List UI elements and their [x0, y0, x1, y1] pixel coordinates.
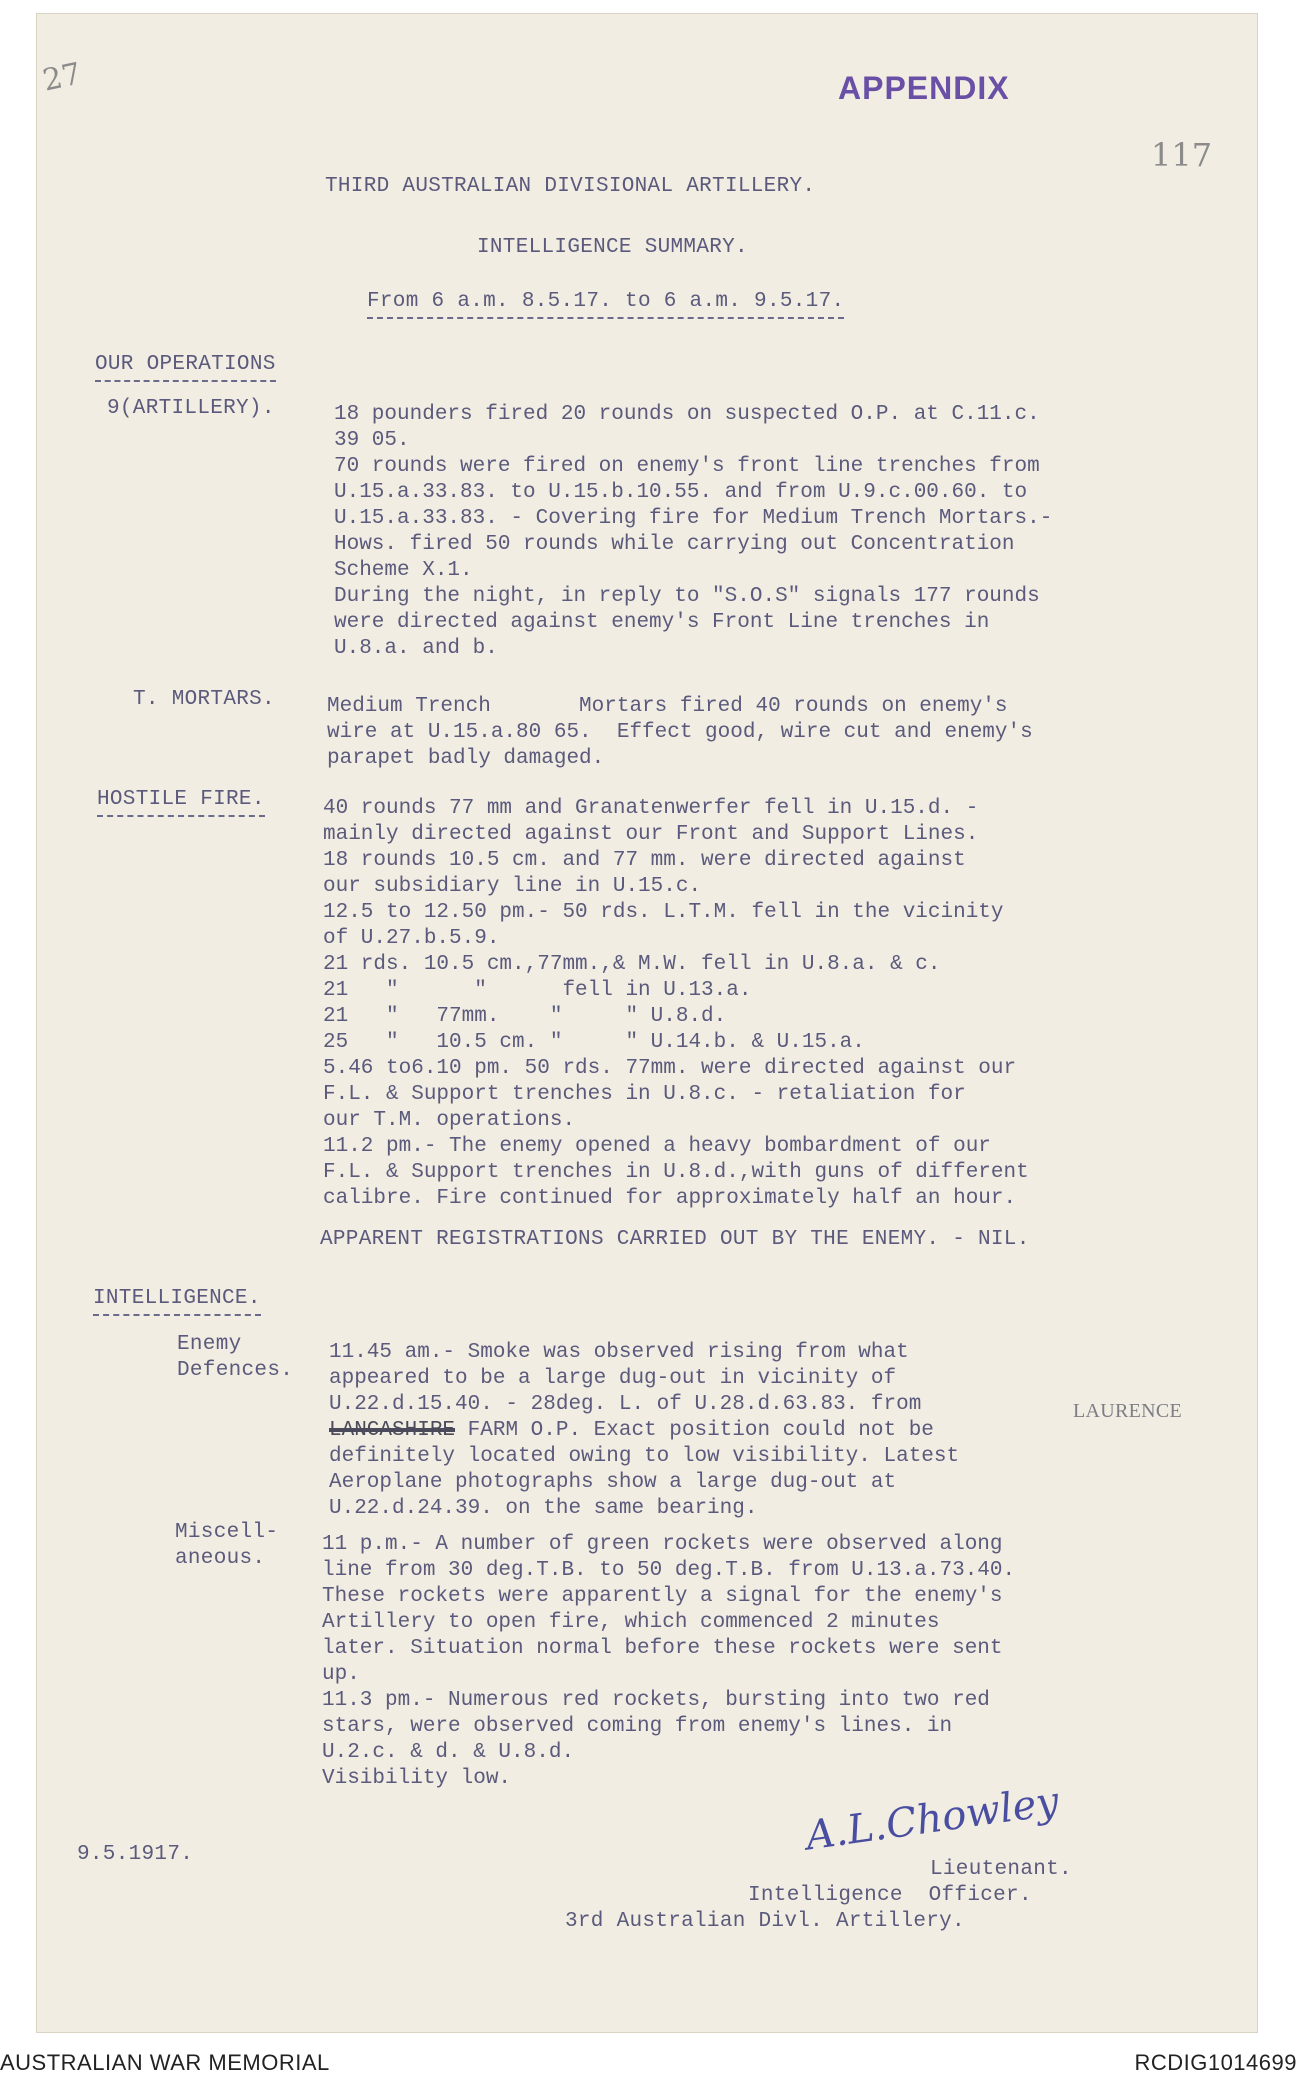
text-line: wire at U.15.a.80 65. Effect good, wire cut and enemy's — [327, 721, 1033, 744]
footer-record-id: RCDIG1014699 — [1134, 2050, 1297, 2075]
text-line: of U.27.b.5.9. — [323, 927, 500, 950]
text-line: U.15.a.33.83. to U.15.b.10.55. and from U.9.c.00.60. to — [334, 481, 1028, 504]
text-line: Visibility low. — [322, 1767, 512, 1790]
struck-word: LANCASHIRE — [329, 1419, 456, 1442]
text-line: U.22.d.24.39. on the same bearing. — [329, 1497, 758, 1520]
text-line: U.2.c. & d. & U.8.d. — [322, 1741, 575, 1764]
text-line — [329, 1418, 959, 1444]
text-line: Scheme X.1. — [334, 559, 473, 582]
text-fragment: FARM O.P. Exact position could not be — [455, 1419, 934, 1442]
text-line: stars, were observed coming from enemy's lines. in — [322, 1715, 953, 1738]
text-line: 70 rounds were fired on enemy's front line trenches from — [334, 455, 1040, 478]
document-date: 9.5.1917. — [77, 1843, 194, 1866]
text-line: 11.3 pm.- Numerous red rockets, bursting into two red — [322, 1689, 990, 1712]
text-line: 40 rounds 77 mm and Granatenwerfer fell in U.15.d. - — [323, 797, 979, 820]
signoff-role: Intelligence Officer. — [748, 1884, 1032, 1907]
document-title: THIRD AUSTRALIAN DIVISIONAL ARTILLERY. — [325, 175, 816, 198]
misc-label: aneous. — [175, 1547, 266, 1570]
text-line: These rockets were apparently a signal for the enemy's — [322, 1585, 1003, 1608]
text-line: U.22.d.15.40. - 28deg. L. of U.28.d.63.83. from — [329, 1393, 922, 1416]
enemy-defences-label: Defences. — [177, 1359, 294, 1382]
text-line: our subsidiary line in U.15.c. — [323, 875, 702, 898]
text-line: U.8.a. and b. — [334, 637, 498, 660]
hostile-fire-heading: HOSTILE FIRE. — [97, 787, 265, 817]
footer-archive-name: AUSTRALIAN WAR MEMORIAL — [0, 2050, 330, 2075]
text-line: definitely located owing to low visibility. Latest — [329, 1445, 960, 1468]
document-sheet — [37, 14, 1257, 2032]
text-line: 25 " 10.5 cm. " " U.14.b. & U.15.a. — [323, 1031, 865, 1054]
t-mortars-label: T. MORTARS. — [133, 688, 275, 711]
hostile-fire-text — [323, 796, 1029, 1212]
corner-pencil-mark: 27 — [39, 56, 85, 99]
registrations-line: APPARENT REGISTRATIONS CARRIED OUT BY THE ENEMY. - NIL. — [320, 1228, 1030, 1251]
artillery-label: 9(ARTILLERY). — [107, 397, 275, 420]
text-line: 18 rounds 10.5 cm. and 77 mm. were directed against — [323, 849, 966, 872]
text-line: mainly directed against our Front and Support Lines. — [323, 823, 979, 846]
text-line: F.L. & Support trenches in U.8.c. - retaliation for — [323, 1083, 966, 1106]
signoff-unit: 3rd Australian Divl. Artillery. — [565, 1910, 965, 1933]
text-line: During the night, in reply to "S.O.S" signals 177 rounds — [334, 585, 1040, 608]
text-line: 39 05. — [334, 429, 410, 452]
text-line: 21 rds. 10.5 cm.,77mm.,& M.W. fell in U.8.a. & c. — [323, 953, 941, 976]
text-line: parapet badly damaged. — [327, 747, 605, 770]
document-subtitle: INTELLIGENCE SUMMARY. — [477, 236, 748, 259]
text-line: our T.M. operations. — [323, 1109, 576, 1132]
text-line: 21 " 77mm. " " U.8.d. — [323, 1005, 727, 1028]
text-line: Medium Trench Mortars fired 40 rounds on enemy's — [327, 695, 1008, 718]
text-line: F.L. & Support trenches in U.8.d.,with guns of different — [323, 1161, 1029, 1184]
text-line: Hows. fired 50 rounds while carrying out Concentration — [334, 533, 1015, 556]
text-line: 11 p.m.- A number of green rockets were observed along — [322, 1533, 1003, 1556]
enemy-defences-label: Enemy — [177, 1333, 242, 1356]
text-line: 11.2 pm.- The enemy opened a heavy bombardment of our — [323, 1135, 991, 1158]
enemy-defences-text — [329, 1340, 959, 1522]
appendix-stamp: APPENDIX — [838, 70, 1010, 106]
officer-signature: A.L.Chowley — [803, 1778, 1062, 1860]
text-line: appeared to be a large dug-out in vicinity of — [329, 1367, 897, 1390]
page-number: 117 — [1151, 136, 1213, 174]
text-line: 12.5 to 12.50 pm.- 50 rds. L.T.M. fell in the vicinity — [323, 901, 1004, 924]
text-line: 5.46 to6.10 pm. 50 rds. 77mm. were directed against our — [323, 1057, 1017, 1080]
text-line: 18 pounders fired 20 rounds on suspected O.P. at C.11.c. — [334, 403, 1040, 426]
our-operations-heading: OUR OPERATIONS — [95, 352, 276, 382]
text-line: Aeroplane photographs show a large dug-out at — [329, 1471, 897, 1494]
text-line: 21 " " fell in U.13.a. — [323, 979, 752, 1002]
artillery-text — [334, 402, 1052, 662]
text-line: calibre. Fire continued for approximately half an hour. — [323, 1187, 1017, 1210]
text-line: U.15.a.33.83. - Covering fire for Medium Trench Mortars.- — [334, 507, 1053, 530]
text-line: Artillery to open fire, which commenced 2 minutes — [322, 1611, 940, 1634]
misc-text — [322, 1532, 1015, 1792]
text-line: were directed against enemy's Front Line trenches in — [334, 611, 990, 634]
text-line: line from 30 deg.T.B. to 50 deg.T.B. from U.13.a.73.40. — [322, 1559, 1016, 1582]
text-line: 11.45 am.- Smoke was observed rising from what — [329, 1341, 909, 1364]
reporting-period: From 6 a.m. 8.5.17. to 6 a.m. 9.5.17. — [367, 289, 844, 319]
misc-label: Miscell- — [175, 1521, 279, 1544]
text-line: up. — [322, 1663, 360, 1686]
signoff-rank: Lieutenant. — [930, 1858, 1072, 1881]
laurence-insert: LAURENCE — [1073, 1400, 1183, 1422]
text-line: later. Situation normal before these rockets were sent — [322, 1637, 1003, 1660]
intelligence-heading: INTELLIGENCE. — [93, 1286, 261, 1316]
t-mortars-text — [327, 694, 1033, 772]
